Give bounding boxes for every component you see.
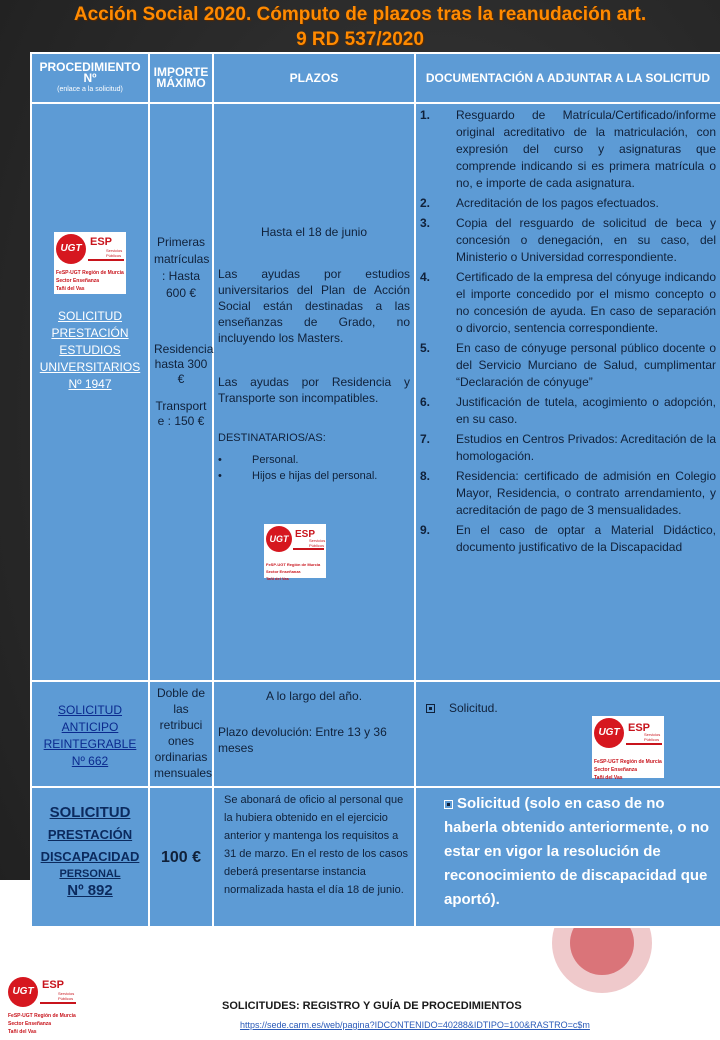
list-item: 8. Residencia: certificado de admisión en Colegio Mayor, Residencia, o contrato arrendamiento, y acreditación de pago de 3 mensualidades. (420, 469, 716, 517)
fesp-ugt-logo: UGT ESP Servicios Públicos FeSP-UGT Región de Murcia Sector Enseñanza Tañi del Vas (54, 232, 126, 294)
procedure-cell (31, 681, 149, 787)
procedure-cell (31, 787, 149, 927)
list-item: 5. En caso de cónyuge personal público docente o del Servicio Murciano de Salud, cumplimentar “Declaración de cónyuge” (420, 341, 716, 389)
fesp-ugt-logo: UGT ESP Servicios Públicos FeSP-UGT Región de Murcia Sector Enseñanza Tañi del Vas (264, 524, 326, 578)
list-item: • Hijos e hijas del personal. (218, 470, 378, 482)
importe-cell (149, 103, 213, 681)
procedures-table (30, 52, 720, 928)
table-row (31, 103, 720, 681)
table-row (31, 681, 720, 787)
plazo-devolucion: Plazo devolución: Entre 13 y 36 meses (218, 725, 387, 755)
documentacion-cell: Solicitud (solo en caso de no haberla obtenido anteriormente, o no estar en vigor la resolución de reconocimiento de discapacidad que aportó). (415, 787, 720, 927)
plazo-nota-residencia: Las ayudas por Residencia y Transporte son incompatibles. (218, 375, 410, 405)
plazos-cell: Se abonará de oficio al personal que la hubiera obtenido en el ejercicio anterior y mantenga los requisitos a 31 de marzo. En el resto de los casos deberá presentarse instancia normalizada hasta el día 18 de junio. (213, 787, 415, 927)
fesp-ugt-logo: UGT ESP Servicios Públicos FeSP-UGT Región de Murcia Sector Enseñanza Tañi del Vas (592, 716, 664, 778)
list-item: 3. Copia del resguardo de solicitud de beca y concesión o denegación, en su caso, del Ministerio o Universidad correspondiente. (420, 216, 716, 264)
plazos-cell (213, 103, 415, 681)
plazos-cell (213, 681, 415, 787)
footer-heading: SOLICITUDES: REGISTRO Y GUÍA DE PROCEDIMIENTOS (222, 1000, 522, 1012)
destinatarios-list (218, 452, 410, 484)
documentacion-cell (415, 103, 720, 681)
importe-transporte: Transport e : 150 € (155, 399, 207, 428)
checkbox-icon (426, 704, 435, 713)
header-importe: IMPORTE MÁXIMO (149, 53, 213, 103)
header-plazos: PLAZOS (213, 53, 415, 103)
footer-sede-link[interactable]: https://sede.carm.es/web/pagina?IDCONTENIDO=40288&IDTIPO=100&RASTRO=c$m (240, 1020, 590, 1030)
importe-cell: Doble de las retribuci ones ordinarias mensuales (149, 681, 213, 787)
plazo-nota-estudios: Las ayudas por estudios universitarios del Plan de Acción Social están destinadas a las enseñanzas de Grado, no incluyendo los Masters. (218, 267, 410, 345)
fesp-ugt-logo: UGT ESP Servicios Públicos FeSP-UGT Región de Murcia Sector Enseñanza Tañi del Vas (6, 975, 78, 1037)
list-item: • Personal. (218, 454, 299, 466)
checkbox-icon (444, 800, 453, 809)
table-header-row (31, 53, 720, 103)
link-prestacion-estudios-universitarios[interactable]: SOLICITUD PRESTACIÓN ESTUDIOS UNIVERSITARIOS Nº 1947 (39, 309, 141, 391)
plazo-fecha: Hasta el 18 de junio (260, 225, 368, 239)
destinatarios-heading: DESTINATARIOS/AS: (218, 432, 326, 444)
list-item: 1. Resguardo de Matrícula/Certificado/informe original acreditativo de la matriculación, con expresión del curso y asignaturas que comprende indicando si es primera matrícula o no, e importe de cada asignatura. (420, 108, 716, 190)
importe-cell: 100 € (149, 787, 213, 927)
table-row (31, 787, 720, 927)
documents-list (420, 107, 716, 556)
list-item: 9. En el caso de optar a Material Didáctico, documento justificativo de la Discapacidad (420, 523, 716, 554)
page-title: Acción Social 2020. Cómputo de plazos tras la reanudación art. 9 RD 537/2020 (73, 4, 647, 50)
importe-residencia: Residencia hasta 300 € (154, 342, 214, 386)
link-anticipo-reintegrable[interactable]: SOLICITUD ANTICIPO REINTEGRABLE Nº 662 (43, 703, 137, 768)
plazo-a-lo-largo: A lo largo del año. (265, 689, 363, 703)
documentacion-cell (415, 681, 720, 787)
list-item: 4. Certificado de la empresa del cónyuge indicando el importe concedido por el mismo concepto o no concesión de ayuda. En caso de separación o divorcio, sentencia correspondiente. (420, 270, 716, 335)
list-item: 7. Estudios en Centros Privados: Acreditación de la homologación. (420, 432, 716, 463)
list-item: 6. Justificación de tutela, acogimiento o adopción, en su caso. (420, 395, 716, 426)
header-documentacion: DOCUMENTACIÓN A ADJUNTAR A LA SOLICITUD (415, 53, 720, 103)
list-item: 2. Acreditación de los pagos efectuados. (420, 196, 659, 210)
header-procedimiento: PROCEDIMIENTO Nº (enlace a la solicitud) (31, 53, 149, 103)
link-prestacion-discapacidad[interactable]: SOLICITUD PRESTACIÓN DISCAPACIDAD PERSONAL Nº 892 (40, 804, 140, 899)
doc-solicitud: Solicitud. (420, 700, 716, 717)
procedure-cell (31, 103, 149, 681)
importe-primeras-matriculas: Primeras matrículas : Hasta 600 € (154, 235, 210, 300)
